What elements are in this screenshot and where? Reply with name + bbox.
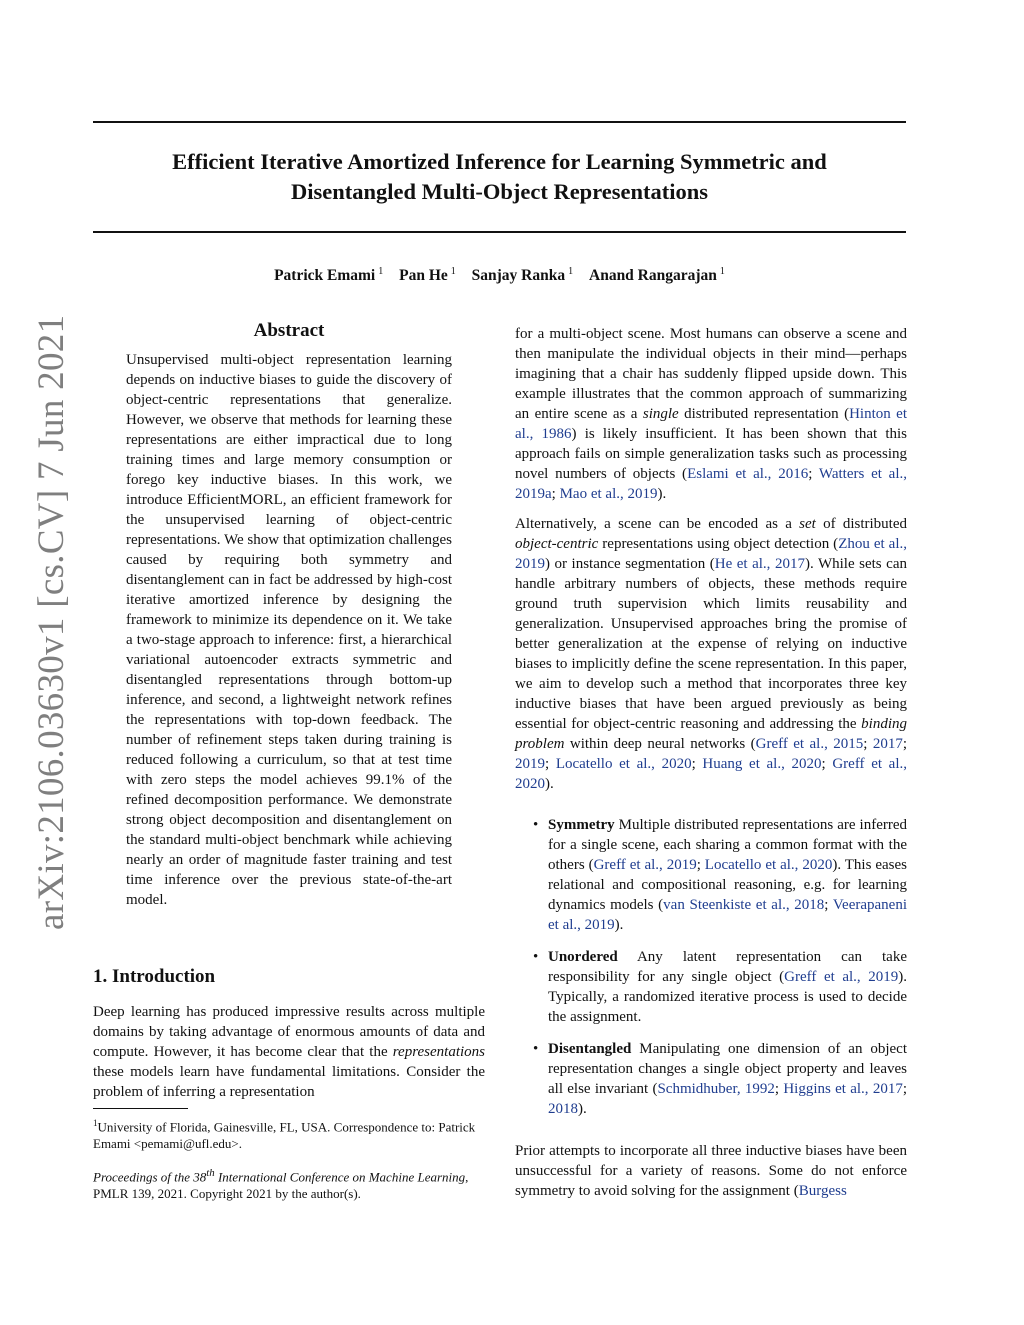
author-1: Patrick Emami $^1$: [274, 266, 384, 284]
citation-link[interactable]: Zhou et al., 2019: [515, 536, 907, 572]
title-line-1: Efficient Iterative Amortized Inference for Learning Symmetric and: [172, 149, 827, 174]
citation-link[interactable]: Greff et al., 2019: [593, 857, 697, 873]
citation-link[interactable]: Locatello et al., 2020: [704, 857, 833, 873]
author-3: Sanjay Ranka $^1$: [471, 266, 574, 284]
abstract-heading: Abstract: [253, 320, 325, 341]
title-bottom-rule: [93, 231, 906, 233]
right-paragraph-3: Prior attempts to incorporate all three inductive biases have been unsuccessful for a variety of reasons. Some do not enforce symmetry to avoid solving for the assignment (Burgess: [515, 1143, 907, 1199]
author-2: Pan He $^1$: [399, 266, 456, 284]
citation-link[interactable]: Higgins et al., 2017: [783, 1081, 903, 1097]
right-paragraph-2: Alternatively, a scene can be encoded as a set of distributed object-centric representations using object detection (Zhou et al., 2019) or instance segmentation (He et al., 2017). While sets can handle arbitrary numbers of objects, these methods require ground truth supervision which limits reusability and generalization. Unsupervised approaches bring the promise of better generalization at the expense of relying on inductive biases to implicitly define the scene representation. In this paper, we aim to develop such a method that incorporates three key inductive biases that have been argued previously as being essential for object-centric reasoning and addressing the binding problem within deep neural networks (Greff et al., 2015; 2017; 2019; Locatello et al., 2020; Huang et al., 2020; Greff et al., 2020).: [515, 516, 908, 792]
citation-link[interactable]: 2018: [548, 1101, 578, 1117]
citation-link[interactable]: van Steenkiste et al., 2018: [663, 897, 825, 913]
introduction-heading: 1. Introduction: [93, 966, 216, 987]
title-top-rule: [93, 121, 906, 123]
citation-link[interactable]: Veerapaneni et al., 2019: [548, 897, 907, 933]
citation-link[interactable]: Hinton et al., 1986: [515, 406, 907, 442]
citation-link[interactable]: He et al., 2017: [714, 556, 805, 572]
citation-link[interactable]: Locatello et al., 2020: [555, 756, 692, 772]
citation-link[interactable]: Eslami et al., 2016: [687, 466, 809, 482]
footnote-rule: [93, 1108, 188, 1109]
bullet-icon: •: [533, 817, 539, 833]
list-item-symmetry: • Symmetry Multiple distributed representations are inferred for a single scene, each sharing a common format with the others (Greff et al., 2019; Locatello et al., 2020). This eases relational and compositional reasoning, e.g. for learning dynamics models (van Steenkiste et al., 2018; Veerapaneni et al., 2019).: [533, 817, 908, 933]
citation-link[interactable]: Burgess: [798, 1183, 847, 1199]
inductive-bias-list: [515, 815, 907, 1131]
introduction-paragraph: Deep learning has produced impressive results across multiple domains by taking advantage of enormous amounts of data and compute. However, it has become clear that the representations these models learn have fundamental limitations. Consider the problem of inferring a representation: [93, 1004, 485, 1100]
citation-link[interactable]: Schmidhuber, 1992: [657, 1081, 775, 1097]
citation-link[interactable]: Huang et al., 2020: [702, 756, 822, 772]
abstract-body: Unsupervised multi-object representation learning depends on inductive biases to guide the discovery of object-centric representations that generalize. However, we observe that methods for learning these representations are either impractical due to long training times and large memory consumption or forego key inductive biases. In this work, we introduce EfficientMORL, an efficient framework for the unsupervised learning of object-centric representations. We show that optimization challenges caused by requiring both symmetry and disentanglement can in fact be addressed by high-cost iterative amortized inference by designing the framework to minimize its dependence on it. We take a two-stage approach to inference: first, a hierarchical variational autoencoder extracts symmetric and disentangled representations through bottom-up inference, and second, a lightweight network refines the representations with top-down feedback. The number of refinement steps taken during training is reduced following a curriculum, so that at test time with zero steps the model achieves 99.1% of the refined decomposition performance. We demonstrate strong object decomposition and disentanglement on the standard multi-object benchmark while achieving nearly an order of magnitude faster training and test time inference over the previous state-of-the-art model.: [126, 352, 452, 908]
list-item-unordered: • Unordered Any latent representation can take responsibility for any single object (Greff et al., 2019). Typically, a randomized iterative process is used to decide the assignment.: [533, 949, 907, 1025]
affiliation-footnote: $^1$University of Florida, Gainesville, FL, USA. Correspondence to: Patrick Emami <pemami@ufl.edu>.: [93, 1118, 476, 1152]
citation-link[interactable]: Mao et al., 2019: [559, 486, 658, 502]
right-paragraph-1: for a multi-object scene. Most humans can observe a scene and then manipulate the individual objects in their mind—perhaps imagining that a chair has suddenly flipped upside down. This example illustrates that the common approach of summarizing an entire scene as a single distributed representation (Hinton et al., 1986) is likely insufficient. It has been shown that this approach fails on simple generalization tasks such as processing novel numbers of objects (Eslami et al., 2016; Watters et al., 2019a; Mao et al., 2019).: [515, 326, 908, 502]
list-item-disentangled: • Disentangled Manipulating one dimension of an object representation changes a single object property and leaves all else invariant (Schmidhuber, 1992; Higgins et al., 2017; 2018).: [533, 1041, 908, 1117]
author-list: [93, 266, 906, 285]
author-4: Anand Rangarajan $^1$: [589, 266, 725, 284]
citation-link[interactable]: Watters et al., 2019a: [515, 466, 908, 502]
citation-link[interactable]: Greff et al., 2020: [515, 756, 908, 792]
citation-link[interactable]: 2019: [515, 756, 545, 772]
citation-link[interactable]: 2017: [872, 736, 903, 752]
arxiv-stamp: arXiv:2106.03630v1 [cs.CV] 7 Jun 2021: [31, 314, 72, 930]
bullet-icon: •: [533, 949, 539, 965]
title-line-2: Disentangled Multi-Object Representations: [290, 179, 709, 204]
paper-title: [93, 147, 906, 207]
bullet-icon: •: [533, 1041, 539, 1057]
citation-link[interactable]: Greff et al., 2015: [755, 736, 864, 752]
citation-link[interactable]: Greff et al., 2019: [784, 969, 899, 985]
proceedings-note: Proceedings of the 38th International Conference on Machine Learning, PMLR 139, 2021. Copyright 2021 by the author(s).: [93, 1167, 469, 1202]
